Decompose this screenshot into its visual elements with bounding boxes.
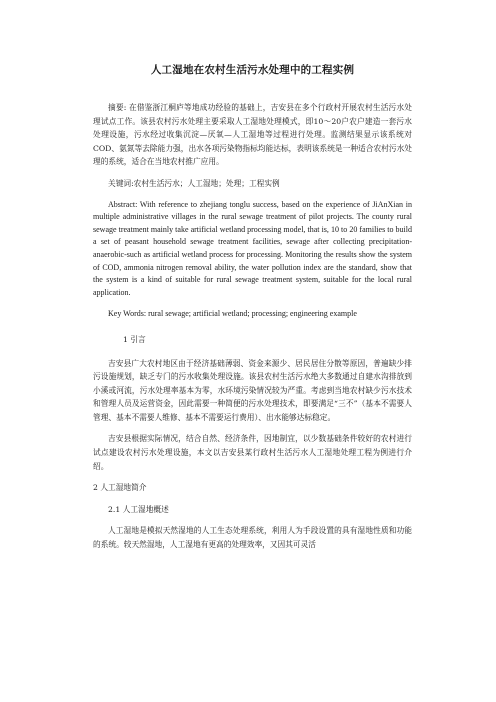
abstract-cn-text: 在借鉴浙江桐庐等地成功经验的基础上，吉安县在多个行政村开展农村生活污水处理试点工作。该县农村污水处理主要采取人工湿地处理模式，即10～20户农户建造一套污水处理设施，污水经过收集沉淀—厌氧—人工湿地等过程进行处理。监测结果显示该系统对COD、氨氮等去除能力强，出水各项污染物指标均能达标，表明该系统是一种适合农村污水处理的系统，适合在当地农村推广应用。 xyxy=(93,103,412,167)
section-1-paragraph-1: 吉安县广大农村地区由于经济基础薄弱、资金来源少、居民居住分散等原因，普遍缺少排污设施规划，缺乏专门的污水收集处理设施。该县农村生活污水绝大多数通过自建水沟排放到小溪或河流，污水处理率基本为零，水环境污染情况较为严重。考虑到当地农村缺少污水技术和管理人员及运营资金，因此需要一种简便的污水处理技术，即要满足“三不”（基本不需要人管理、基本不需要人维修、基本不需要运行费用）、出水能够达标稳定。 xyxy=(93,358,412,422)
keywords-cn xyxy=(93,177,412,191)
section-2-heading: 2 人工湿地简介 xyxy=(93,483,147,493)
abstract-en xyxy=(93,199,412,300)
section-1-paragraph-2: 吉安县根据实际情况，结合自然、经济条件，因地制宜，以少数基础条件较好的农村进行试点建设农村污水处理设施，本文以吉安县某行政村生活污水人工湿地处理工程为例进行介绍。 xyxy=(93,434,412,471)
abstract-en-text: With reference to zhejiang tonglu success, based on the experience of JiAnXian in multiple administrative villages in the rural sewage treatment of pilot projects. The county rural sewage treatment mainly take artificial wetland processing model, that is, 10 to 20 families to build a set of peasant household sewage treatment facilities, sewage after collecting precipitation-anaerobic-such as artificial wetland process for processing. Monitoring the results show the system of COD, ammonia nitrogen removal ability, the water pollution index are the standard, show that the system is a kind of suitable for rural sewage treatment system, suitable for the local rural application. xyxy=(93,199,413,297)
section-2-1-heading: 2.1 人工湿地概述 xyxy=(108,504,169,514)
keywords-cn-text: 农村生活污水；人工湿地；处理；工程实例 xyxy=(133,178,280,188)
keywords-en xyxy=(93,307,412,321)
abstract-cn-label: 摘要: xyxy=(108,103,127,112)
keywords-en-text: rural sewage; artificial wetland; processing; engineering example xyxy=(148,309,357,319)
document-page xyxy=(93,62,412,552)
abstract-en-label: Abstract: xyxy=(108,199,138,209)
keywords-en-label: Key Words: xyxy=(108,309,147,319)
section-2-1-paragraph: 人工湿地是模拟天然湿地的人工生态处理系统，利用人为手段设置的具有湿地性质和功能的系统。较天然湿地，人工湿地有更高的处理效率，又因其可灵活 xyxy=(93,526,412,550)
paper-title: 人工湿地在农村生活污水处理中的工程实例 xyxy=(150,64,355,76)
abstract-cn xyxy=(93,101,412,169)
keywords-cn-label: 关键词: xyxy=(108,178,134,188)
section-1-heading: 1 引言 xyxy=(123,334,146,344)
